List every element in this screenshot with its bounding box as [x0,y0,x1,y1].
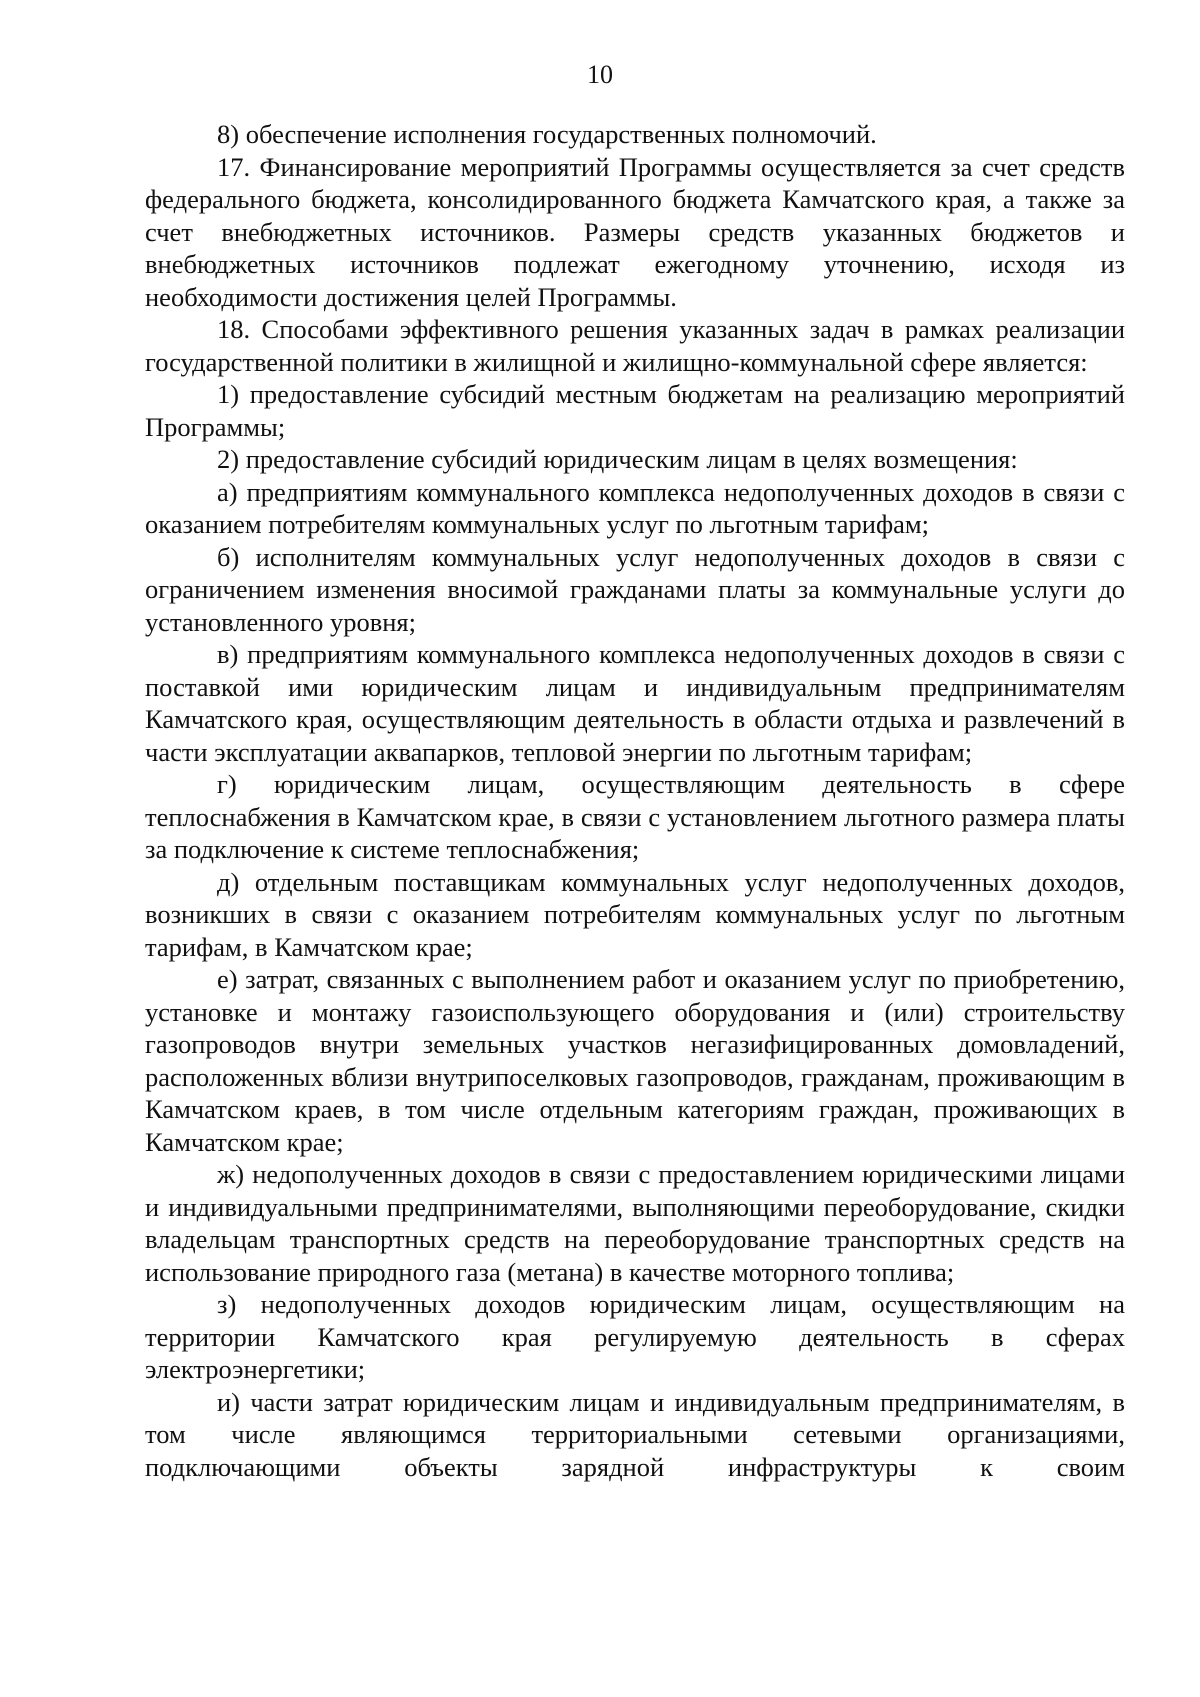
document-body [145,118,1125,1483]
paragraph-17-financing: 17. Финансирование мероприятий Программы осуществляется за счет средств федерального бюджета, консолидированного бюджета Камчатского края, а также за счет внебюджетных источников. Размеры средств указанных бюджетов и внебюджетных источников подлежат ежегодному уточнению, исходя из необходимости достижения целей Программы. [145,151,1125,312]
list-item-2-legal-entity-subsidies: 2) предоставление субсидий юридическим лицам в целях возмещения: [217,444,1018,474]
subitem-b-utility-providers: б) исполнителям коммунальных услуг недополученных доходов в связи с ограничением изменения вносимой гражданами платы за коммунальные услуги до установленного уровня; [145,541,1125,637]
page-number: 10 [587,60,613,89]
paragraph-18-methods: 18. Способами эффективного решения указанных задач в рамках реализации государственной политики в жилищной и жилищно-коммунальной сфере является: [145,314,1125,377]
subitem-e-gas-equipment-costs: е) затрат, связанных с выполнением работ и оказанием услуг по приобретению, установке и монтажу газоиспользующего оборудования и (или) строительству газопроводов внутри земельных участков негазифицированных домовладений, расположенных вблизи внутрипоселковых газопроводов, гражданам, проживающим в Камчатском краев, в том числе отдельным категориям граждан, проживающих в Камчатском крае; [145,964,1125,1157]
subitem-d-utility-suppliers: д) отдельным поставщикам коммунальных услуг недополученных доходов, возникших в связи с оказанием потребителям коммунальных услуг по льготным тарифам, в Камчатском крае; [145,866,1125,962]
list-item-1-local-budget-subsidies: 1) предоставление субсидий местным бюджетам на реализацию мероприятий Программы; [145,379,1125,442]
subitem-i-charging-infrastructure: и) части затрат юридическим лицам и индивидуальным предпринимателям, в том числе являющимся территориальными сетевыми организациями, подключающими объекты зарядной инфраструктуры к своим [145,1386,1125,1482]
subitem-z-electric-power: з) недополученных доходов юридическим лицам, осуществляющим на территории Камчатского края регулируемую деятельность в сферах электроэнергетики; [145,1289,1125,1384]
subitem-v-aquaparks-heat: в) предприятиям коммунального комплекса недополученных доходов в связи с поставкой ими юридическим лицам и индивидуальным предпринимателям Камчатского края, осуществляющим деятельность в области отдыха и развлечений в части эксплуатации аквапарков, тепловой энергии по льготным тарифам; [145,639,1125,767]
subitem-g-heat-supply-connection: г) юридическим лицам, осуществляющим деятельность в сфере теплоснабжения в Камчатском крае, в связи с установлением льготного размера платы за подключение к системе теплоснабжения; [145,769,1125,864]
subitem-zh-vehicle-gas-conversion: ж) недополученных доходов в связи с предоставлением юридическими лицами и индивидуальными предпринимателями, выполняющими переоборудование, скидки владельцам транспортных средств на переоборудование транспортных средств на использование природного газа (метана) в качестве моторного топлива; [145,1159,1125,1287]
subitem-a-utility-complex: а) предприятиям коммунального комплекса недополученных доходов в связи с оказанием потребителям коммунальных услуг по льготным тарифам; [145,476,1125,539]
paragraph-item-8: 8) обеспечение исполнения государственных полномочий. [217,119,877,149]
